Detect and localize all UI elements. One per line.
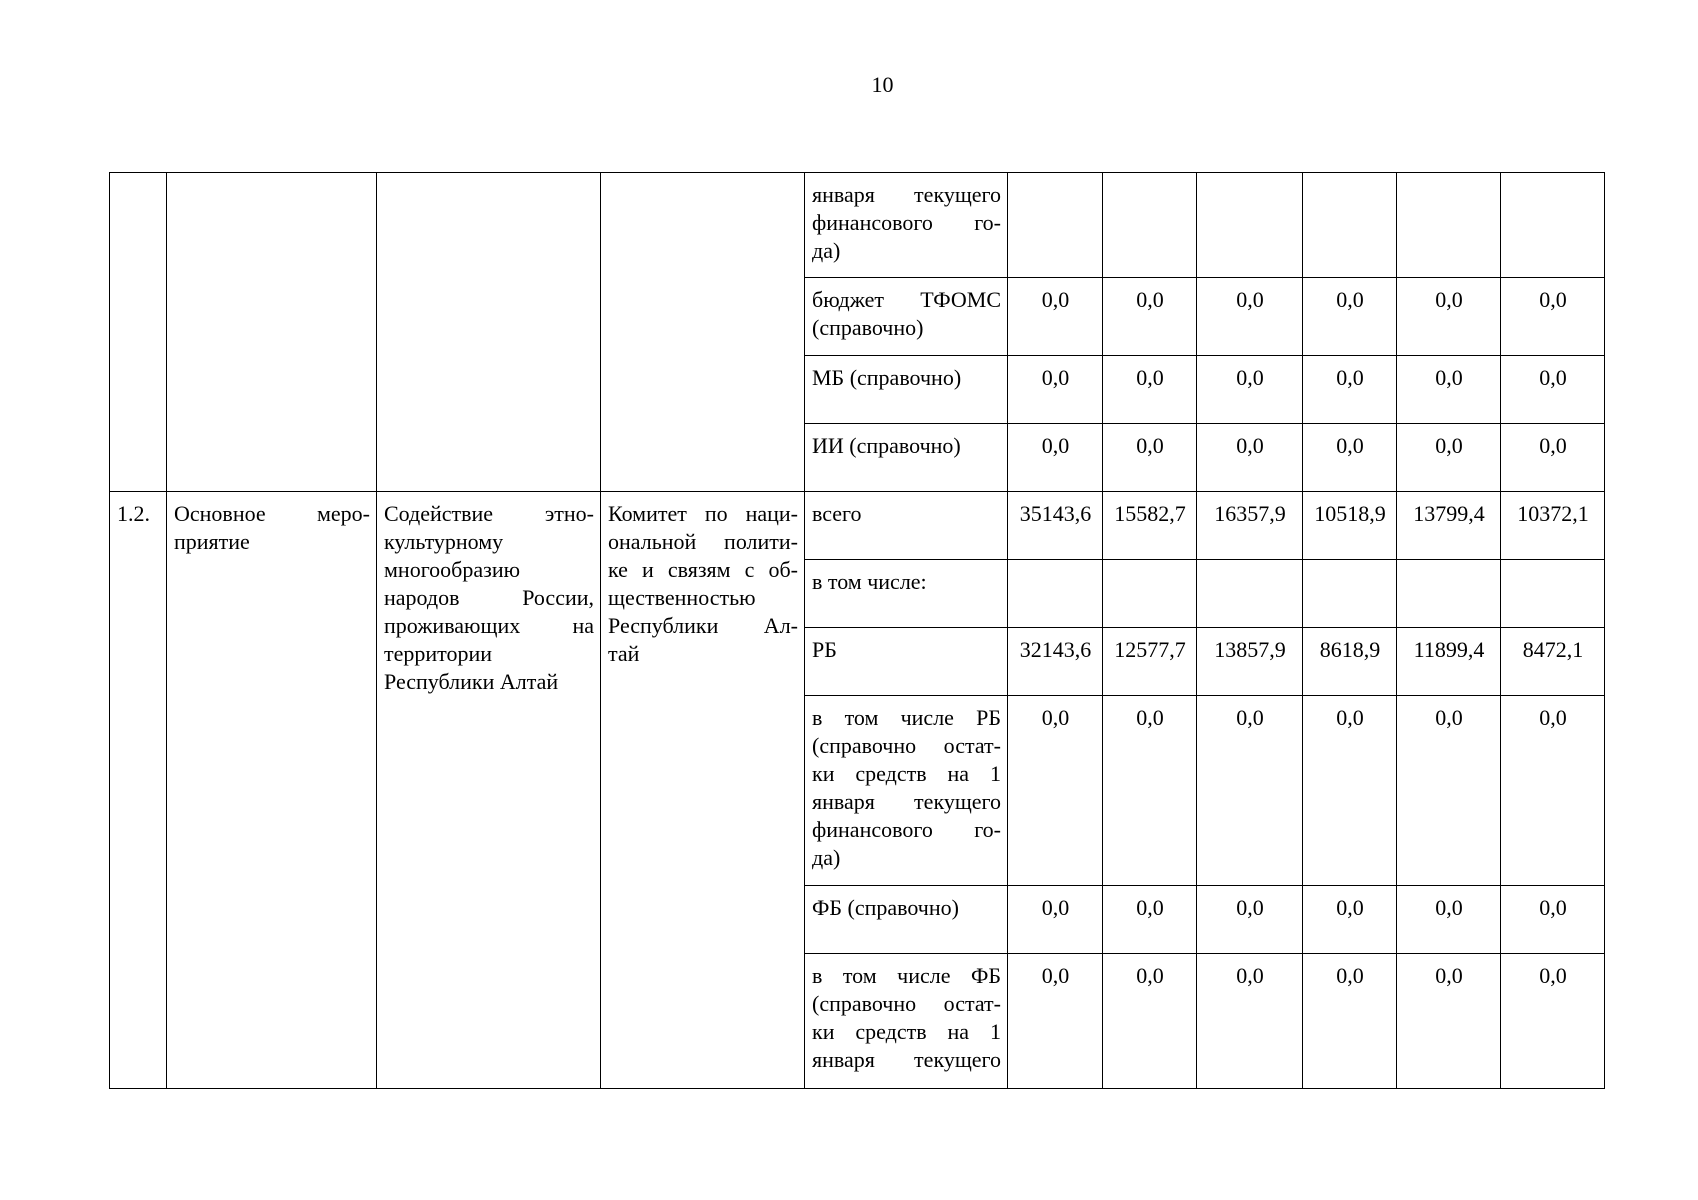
measure-executor-line: ональной полити- bbox=[608, 529, 798, 554]
source-line: ИИ (справочно) bbox=[812, 433, 961, 458]
measure-type-line: Основное меро- bbox=[174, 501, 370, 526]
source-line: (справочно остат- bbox=[812, 991, 1001, 1016]
measure-executor-line: тай bbox=[608, 641, 640, 666]
source-line: РБ bbox=[812, 637, 837, 662]
value-cell: 0,0 bbox=[1303, 954, 1397, 1089]
source-line: января текущего bbox=[812, 182, 1001, 207]
value-cell: 13799,4 bbox=[1397, 492, 1501, 560]
value-cell bbox=[1501, 173, 1605, 278]
value-cell bbox=[1008, 173, 1103, 278]
source-cell bbox=[805, 628, 1008, 696]
value-cell bbox=[1008, 560, 1103, 628]
value-cell bbox=[1197, 173, 1303, 278]
table-row bbox=[110, 173, 1605, 278]
value-cell: 0,0 bbox=[1197, 954, 1303, 1089]
value-cell: 0,0 bbox=[1103, 278, 1197, 356]
measure-number-cell: 1.2. bbox=[110, 492, 167, 1089]
measure-name-line: многообразию bbox=[384, 557, 521, 582]
value-cell: 0,0 bbox=[1397, 424, 1501, 492]
value-cell: 0,0 bbox=[1397, 278, 1501, 356]
value-cell: 0,0 bbox=[1197, 356, 1303, 424]
measure-type-cell bbox=[167, 492, 377, 1089]
value-cell: 0,0 bbox=[1501, 954, 1605, 1089]
source-line: да) bbox=[812, 238, 841, 263]
value-cell: 0,0 bbox=[1501, 356, 1605, 424]
source-cell bbox=[805, 886, 1008, 954]
source-cell bbox=[805, 173, 1008, 278]
value-cell: 0,0 bbox=[1501, 278, 1605, 356]
value-cell: 10518,9 bbox=[1303, 492, 1397, 560]
name-cell-empty bbox=[377, 173, 601, 492]
source-cell bbox=[805, 560, 1008, 628]
value-cell: 0,0 bbox=[1397, 696, 1501, 886]
source-cell bbox=[805, 278, 1008, 356]
value-cell: 35143,6 bbox=[1008, 492, 1103, 560]
source-line: ки средств на 1 bbox=[812, 1019, 1001, 1044]
value-cell bbox=[1103, 560, 1197, 628]
measure-name-line: территории bbox=[384, 641, 493, 666]
source-line: в том числе ФБ bbox=[812, 963, 1001, 988]
value-cell bbox=[1197, 560, 1303, 628]
value-cell: 15582,7 bbox=[1103, 492, 1197, 560]
number-cell-empty bbox=[110, 173, 167, 492]
source-line: ки средств на 1 bbox=[812, 761, 1001, 786]
measure-executor-line: ке и связям с об- bbox=[608, 557, 798, 582]
value-cell: 0,0 bbox=[1008, 886, 1103, 954]
type-cell-empty bbox=[167, 173, 377, 492]
value-cell: 0,0 bbox=[1501, 886, 1605, 954]
value-cell: 0,0 bbox=[1303, 696, 1397, 886]
value-cell: 0,0 bbox=[1103, 696, 1197, 886]
page-number: 10 bbox=[871, 72, 894, 97]
value-cell: 0,0 bbox=[1303, 424, 1397, 492]
value-cell: 16357,9 bbox=[1197, 492, 1303, 560]
value-cell: 10372,1 bbox=[1501, 492, 1605, 560]
source-cell bbox=[805, 954, 1008, 1089]
source-line: (справочно остат- bbox=[812, 733, 1001, 758]
source-line: финансового го- bbox=[812, 817, 1001, 842]
table-row bbox=[110, 492, 1605, 560]
value-cell: 8472,1 bbox=[1501, 628, 1605, 696]
value-cell: 0,0 bbox=[1501, 696, 1605, 886]
value-cell: 0,0 bbox=[1303, 356, 1397, 424]
source-line: финансового го- bbox=[812, 210, 1001, 235]
value-cell bbox=[1501, 560, 1605, 628]
source-line: ФБ (справочно) bbox=[812, 895, 959, 920]
source-line: января текущего bbox=[812, 789, 1001, 814]
measure-name-line: народов России, bbox=[384, 585, 594, 610]
value-cell: 12577,7 bbox=[1103, 628, 1197, 696]
value-cell: 32143,6 bbox=[1008, 628, 1103, 696]
measure-name-cell bbox=[377, 492, 601, 1089]
source-line: бюджет ТФОМС bbox=[812, 287, 1001, 312]
source-cell bbox=[805, 424, 1008, 492]
value-cell: 8618,9 bbox=[1303, 628, 1397, 696]
source-cell bbox=[805, 356, 1008, 424]
executor-cell-empty bbox=[601, 173, 805, 492]
budget-table bbox=[109, 172, 1605, 1089]
measure-name-line: Содействие этно- bbox=[384, 501, 594, 526]
measure-type-line: приятие bbox=[174, 529, 250, 554]
value-cell bbox=[1397, 560, 1501, 628]
source-line: да) bbox=[812, 845, 841, 870]
value-cell: 0,0 bbox=[1008, 278, 1103, 356]
value-cell: 0,0 bbox=[1397, 954, 1501, 1089]
value-cell bbox=[1303, 173, 1397, 278]
measure-executor-line: Республики Ал- bbox=[608, 613, 798, 638]
value-cell: 0,0 bbox=[1103, 886, 1197, 954]
value-cell: 0,0 bbox=[1197, 278, 1303, 356]
source-line: в том числе: bbox=[812, 569, 927, 594]
value-cell: 0,0 bbox=[1303, 886, 1397, 954]
source-line: января текущего bbox=[812, 1047, 1001, 1072]
value-cell: 0,0 bbox=[1103, 356, 1197, 424]
measure-executor-cell bbox=[601, 492, 805, 1089]
value-cell bbox=[1303, 560, 1397, 628]
value-cell: 0,0 bbox=[1103, 424, 1197, 492]
value-cell bbox=[1397, 173, 1501, 278]
source-line: (справочно) bbox=[812, 315, 924, 340]
value-cell: 0,0 bbox=[1008, 696, 1103, 886]
value-cell: 11899,4 bbox=[1397, 628, 1501, 696]
value-cell: 0,0 bbox=[1103, 954, 1197, 1089]
measure-executor-line: щественностью bbox=[608, 585, 756, 610]
source-cell bbox=[805, 696, 1008, 886]
value-cell: 0,0 bbox=[1197, 424, 1303, 492]
source-line: всего bbox=[812, 501, 862, 526]
value-cell: 0,0 bbox=[1008, 954, 1103, 1089]
value-cell: 0,0 bbox=[1397, 886, 1501, 954]
value-cell: 0,0 bbox=[1501, 424, 1605, 492]
value-cell: 0,0 bbox=[1397, 356, 1501, 424]
measure-executor-line: Комитет по наци- bbox=[608, 501, 798, 526]
value-cell: 13857,9 bbox=[1197, 628, 1303, 696]
value-cell: 0,0 bbox=[1008, 424, 1103, 492]
measure-name-line: Республики Алтай bbox=[384, 669, 559, 694]
source-cell bbox=[805, 492, 1008, 560]
measure-name-line: проживающих на bbox=[384, 613, 594, 638]
value-cell: 0,0 bbox=[1303, 278, 1397, 356]
value-cell: 0,0 bbox=[1008, 356, 1103, 424]
source-line: МБ (справочно) bbox=[812, 365, 962, 390]
value-cell bbox=[1103, 173, 1197, 278]
measure-name-line: культурному bbox=[384, 529, 504, 554]
value-cell: 0,0 bbox=[1197, 696, 1303, 886]
source-line: в том числе РБ bbox=[812, 705, 1001, 730]
value-cell: 0,0 bbox=[1197, 886, 1303, 954]
